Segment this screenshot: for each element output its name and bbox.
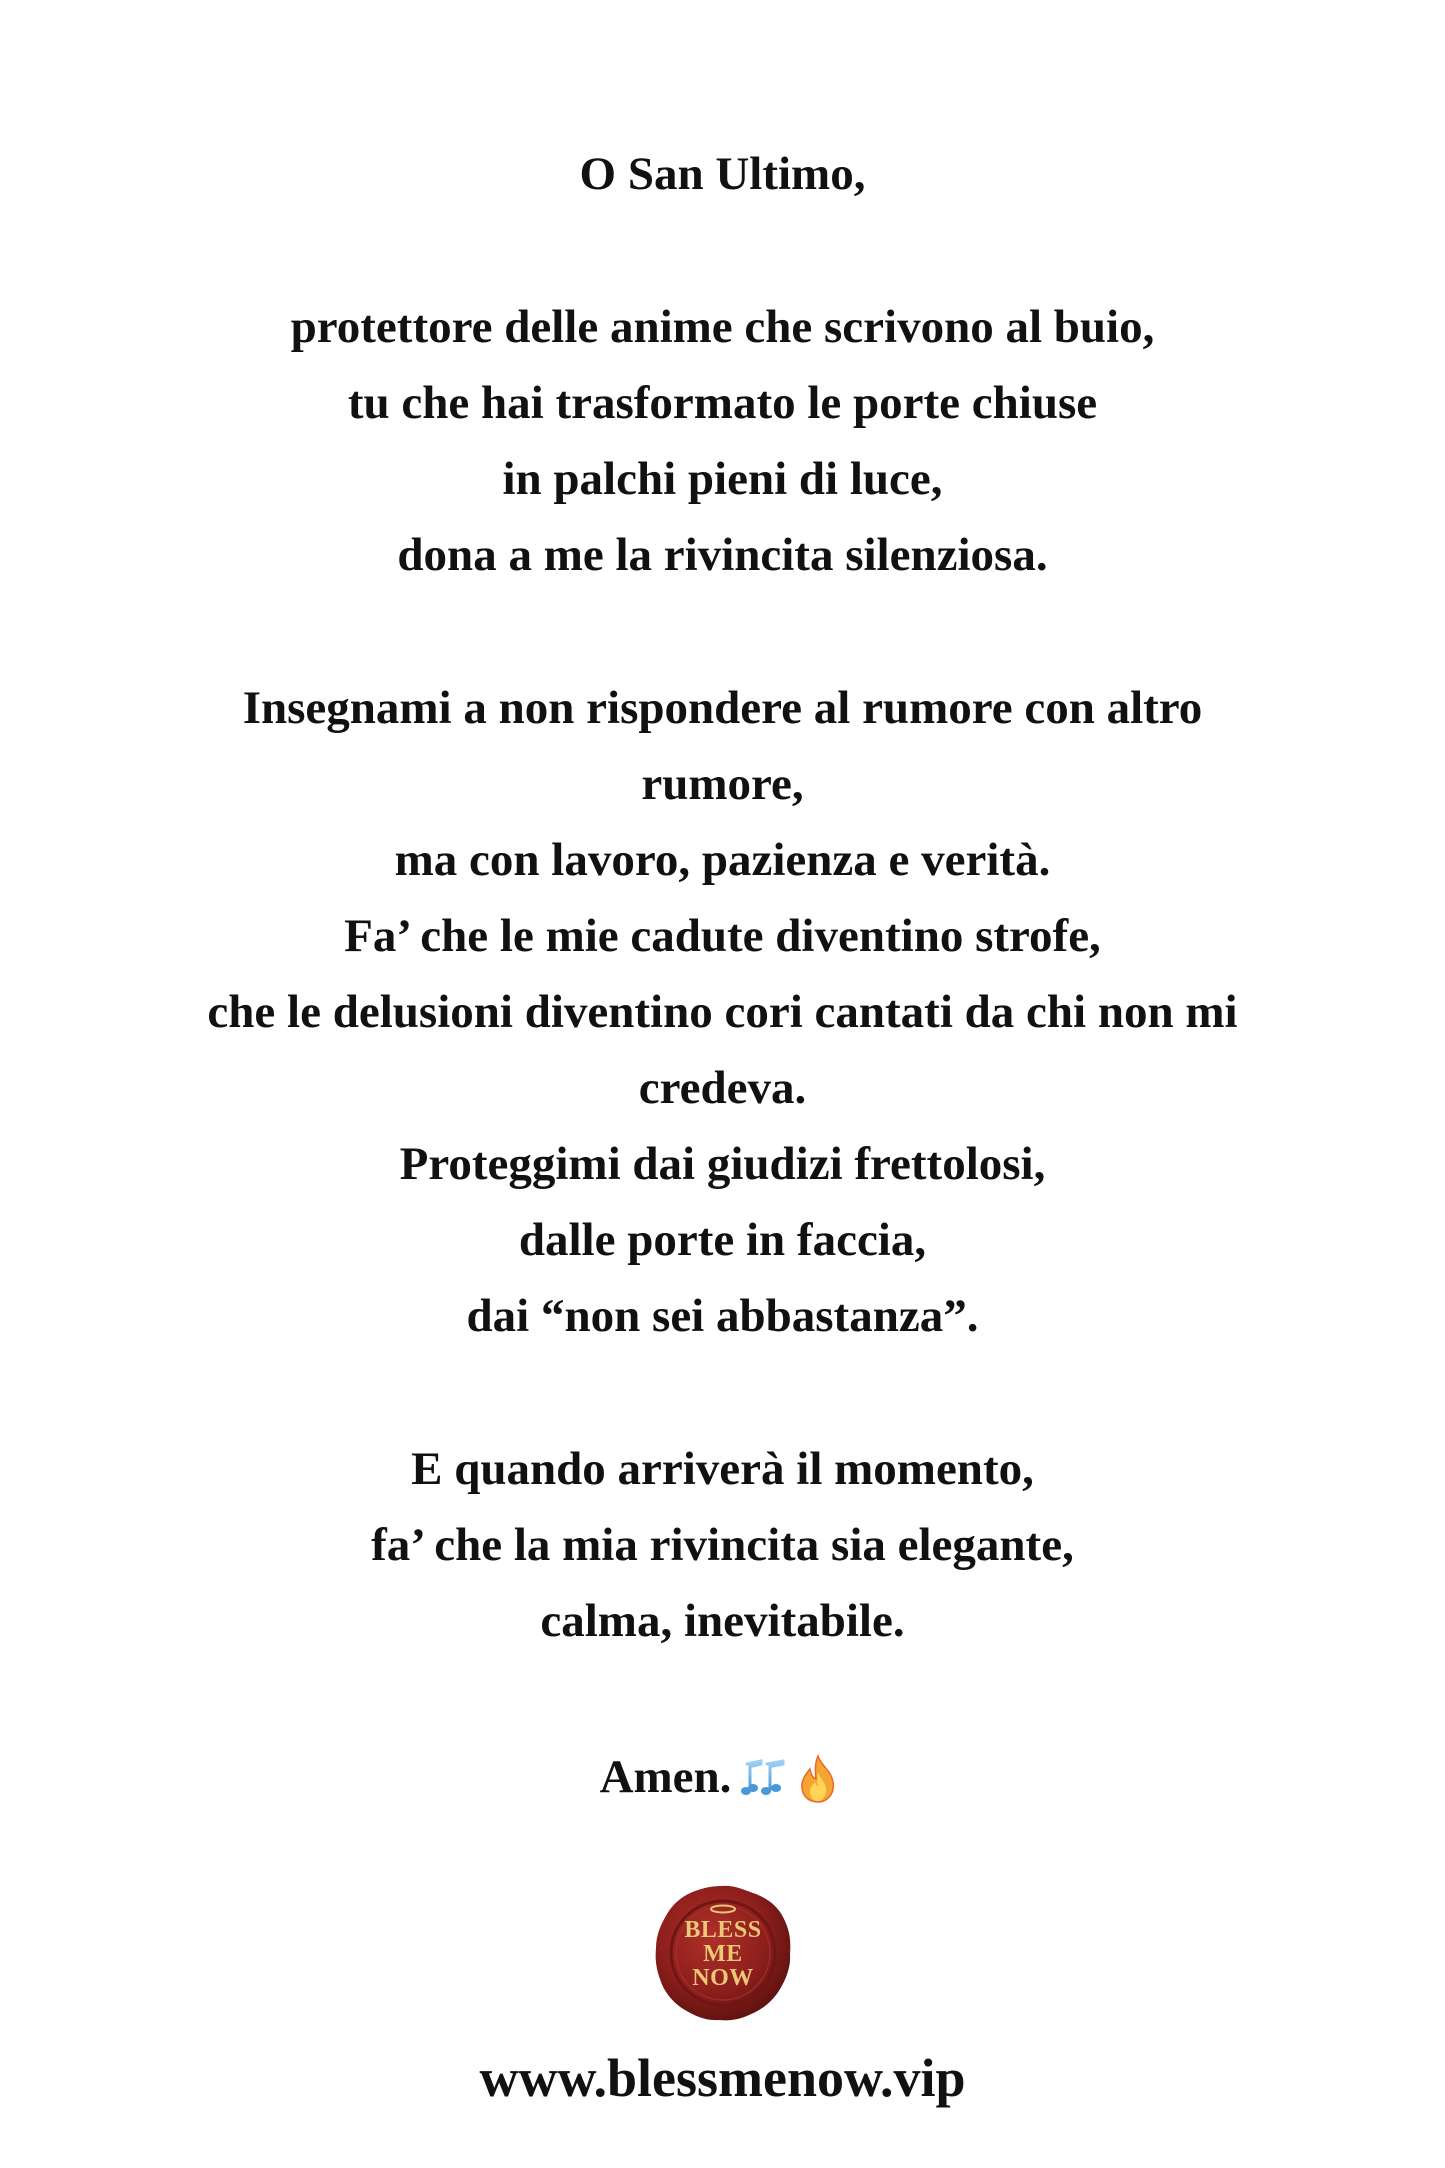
prayer-line: ma con lavoro, pazienza e verità.: [394, 834, 1051, 886]
prayer-line: credeva.: [638, 1062, 807, 1114]
prayer-line: che le delusioni diventino cori cantati da chi non mi: [207, 986, 1238, 1038]
prayer-line: dai “non sei abbastanza”.: [466, 1290, 979, 1342]
prayer-line: Fa’ che le mie cadute diventino strofe,: [344, 910, 1101, 962]
prayer-line: Proteggimi dai giudizi frettolosi,: [399, 1138, 1046, 1190]
prayer-line: in palchi pieni di luce,: [502, 453, 943, 505]
musical-notes-icon: [737, 1751, 791, 1811]
seal-text: [652, 1918, 794, 1990]
prayer-line: E quando arriverà il momento,: [411, 1443, 1034, 1495]
prayer-line: Insegnami a non rispondere al rumore con altro: [242, 682, 1203, 734]
closing-word: Amen.: [599, 1751, 732, 1803]
prayer-line: rumore,: [641, 758, 804, 810]
prayer-line: protettore delle anime che scrivono al buio,: [290, 301, 1155, 353]
prayer-line: dalle porte in faccia,: [518, 1214, 927, 1266]
prayer-salutation: O San Ultimo,: [579, 148, 866, 200]
wax-seal-logo: [652, 1882, 794, 2024]
seal-text-line: BLESS: [684, 1917, 762, 1943]
prayer-line: tu che hai trasformato le porte chiuse: [347, 377, 1098, 429]
prayer-line: dona a me la rivincita silenziosa.: [397, 529, 1048, 581]
prayer-line: calma, inevitabile.: [540, 1595, 905, 1647]
fire-icon: [791, 1751, 845, 1811]
prayer-line: fa’ che la mia rivincita sia elegante,: [371, 1519, 1074, 1571]
seal-text-line: ME: [703, 1941, 743, 1967]
website-url[interactable]: www.blessmenow.vip: [479, 2048, 966, 2108]
seal-text-line: NOW: [692, 1965, 754, 1991]
prayer-closing: [0, 1747, 1445, 1811]
